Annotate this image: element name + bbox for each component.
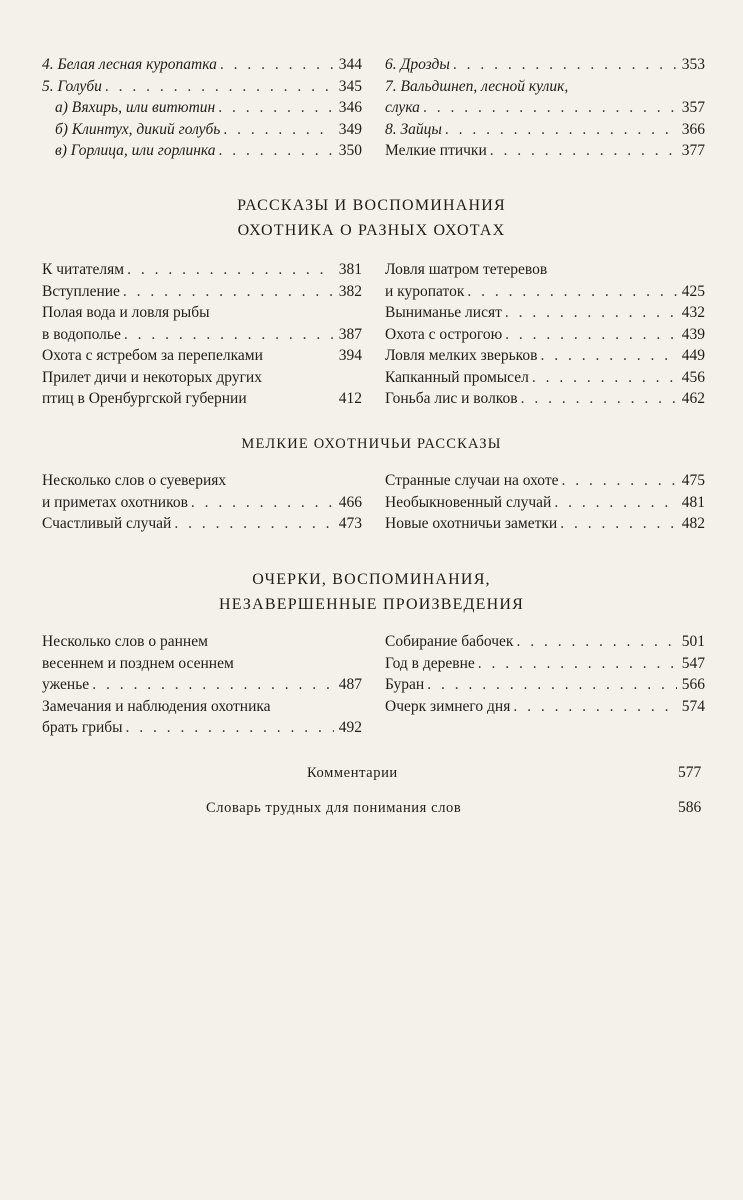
entry-title: Охота с ястребом за перепелками — [42, 347, 263, 364]
toc-entry — [42, 119, 362, 141]
toc-entry — [42, 140, 362, 162]
entry-title: Счастливый случай — [42, 515, 172, 532]
toc-entry — [385, 281, 705, 303]
entry-page: 387 — [338, 325, 362, 343]
toc-entry — [42, 513, 362, 535]
section-heading: РАССКАЗЫ И ВОСПОМИНАНИЯ — [237, 197, 506, 214]
entry-title: уженье — [42, 676, 90, 693]
toc-entry — [385, 259, 705, 281]
top-left-column — [42, 54, 362, 162]
toc-entry — [42, 717, 362, 739]
entry-page: 353 — [681, 56, 705, 73]
entry-page: 357 — [681, 99, 705, 116]
section-heading: ОЧЕРКИ, ВОСПОМИНАНИЯ, — [252, 571, 491, 588]
entry-page: 574 — [681, 697, 705, 715]
comments-page: 577 — [678, 764, 702, 781]
toc-entry — [42, 345, 362, 367]
toc-entry — [42, 492, 362, 514]
entry-page: 382 — [338, 282, 362, 300]
section2-left-column — [42, 470, 362, 535]
section-heading: НЕЗАВЕРШЕННЫЕ ПРОИЗВЕДЕНИЯ — [218, 596, 525, 613]
entry-page: 344 — [338, 56, 362, 73]
entry-page: 473 — [338, 515, 362, 532]
toc-entry — [385, 696, 705, 718]
entry-title: в водополье — [42, 325, 121, 343]
section-heading: ОХОТНИКА О РАЗНЫХ ОХОТАХ — [237, 222, 506, 239]
toc-entry — [385, 653, 705, 675]
entry-page: 432 — [681, 304, 705, 321]
toc-entry — [385, 119, 705, 141]
entry-title: Новые охотничьи заметки — [385, 515, 558, 532]
entry-page: 377 — [681, 142, 705, 159]
toc-entry — [385, 513, 705, 535]
toc-entry — [42, 367, 362, 389]
entry-title: Прилет дичи и некоторых других — [42, 368, 262, 386]
entry-title: Ловля мелких зверьков — [385, 347, 538, 364]
entry-title: Капканный промысел — [385, 368, 529, 386]
toc-entry — [385, 324, 705, 346]
entry-page: 345 — [338, 77, 362, 95]
toc-entry — [385, 302, 705, 324]
section3-left-column — [42, 631, 362, 739]
entry-title: Несколько слов о раннем — [42, 633, 208, 650]
entry-title: Выниманье лисят — [385, 304, 502, 321]
section2-right-column — [385, 470, 705, 535]
entry-title: Буран — [385, 676, 425, 693]
toc-entry — [42, 324, 362, 346]
entry-page: 346 — [338, 99, 362, 116]
entry-page: 501 — [681, 633, 705, 650]
entry-title: Несколько слов о суевериях — [42, 472, 227, 489]
toc-entry — [385, 345, 705, 367]
toc-entry — [42, 674, 362, 696]
entry-page: 466 — [338, 493, 362, 511]
entry-page: 492 — [338, 719, 362, 736]
entry-page: 456 — [681, 368, 705, 386]
entry-title: слука — [385, 99, 420, 116]
toc-entry — [385, 470, 705, 492]
entry-title: Вступление — [42, 282, 120, 300]
toc-entry — [42, 281, 362, 303]
toc-entry — [42, 259, 362, 281]
toc-entry — [42, 76, 362, 98]
toc-entry — [42, 631, 362, 653]
entry-page: 412 — [338, 390, 362, 407]
section1-right-column — [385, 259, 705, 410]
entry-page: 439 — [681, 325, 705, 343]
comments-title: Комментарии — [307, 765, 398, 781]
entry-title: Полая вода и ловля рыбы — [42, 304, 210, 321]
toc-entry — [42, 696, 362, 718]
entry-title: и приметах охотников — [42, 493, 188, 511]
entry-title: 6. Дрозды — [385, 56, 450, 73]
toc-entry — [385, 54, 705, 76]
toc-entry — [385, 76, 705, 98]
entry-page: 482 — [681, 515, 705, 532]
toc-entry — [385, 492, 705, 514]
entry-page: 366 — [681, 120, 705, 138]
entry-title: К читателям — [42, 261, 125, 278]
toc-entry — [385, 140, 705, 162]
section1-left-column — [42, 259, 362, 410]
entry-title: Охота с острогою — [385, 325, 503, 343]
entry-title: Собирание бабочек — [385, 633, 514, 650]
entry-page: 350 — [338, 142, 362, 159]
entry-page: 481 — [681, 493, 705, 511]
entry-title: Замечания и наблюдения охотника — [42, 697, 271, 715]
entry-page: 449 — [681, 347, 705, 364]
entry-page: 487 — [338, 676, 362, 693]
entry-title: 4. Белая лесная куропатка — [42, 56, 217, 73]
toc-entry — [385, 674, 705, 696]
entry-title: Очерк зимнего дня — [385, 697, 511, 715]
entry-title: брать грибы — [42, 719, 123, 736]
entry-title: Странные случаи на охоте — [385, 472, 559, 489]
entry-title: птиц в Оренбургской губернии — [42, 390, 247, 407]
toc-entry — [385, 97, 705, 119]
toc-entry — [385, 631, 705, 653]
entry-title: а) Вяхирь, или витютин — [55, 99, 216, 116]
entry-page: 547 — [681, 654, 705, 672]
entry-page: 349 — [338, 120, 362, 138]
toc-entry — [385, 367, 705, 389]
toc-entry — [42, 54, 362, 76]
toc-entry — [42, 470, 362, 492]
entry-page: 462 — [681, 390, 705, 407]
toc-entry — [42, 97, 362, 119]
entry-title: 7. Вальдшнеп, лесной кулик, — [385, 77, 569, 95]
entry-title: Год в деревне — [385, 654, 475, 672]
entry-title: 8. Зайцы — [385, 120, 442, 138]
entry-page: 425 — [681, 282, 705, 300]
toc-entry — [385, 388, 705, 410]
entry-title: Необыкновенный случай — [385, 493, 552, 511]
entry-title: б) Клинтух, дикий голубь — [55, 120, 221, 138]
entry-page: 381 — [338, 261, 362, 278]
entry-title: и куропаток — [385, 282, 465, 300]
entry-page: 394 — [338, 347, 362, 364]
entry-title: 5. Голуби — [42, 77, 102, 95]
top-right-column — [385, 54, 705, 162]
entry-title: в) Горлица, или горлинка — [55, 142, 216, 159]
toc-entry — [42, 388, 362, 410]
section-heading: МЕЛКИЕ ОХОТНИЧЬИ РАССКАЗЫ — [241, 436, 502, 452]
glossary-title: Словарь трудных для понимания слов — [206, 800, 462, 816]
entry-title: Мелкие птички — [385, 142, 487, 159]
entry-title: весеннем и позднем осеннем — [42, 654, 234, 672]
section3-right-column — [385, 631, 705, 717]
entry-page: 566 — [681, 676, 705, 693]
entry-page: 475 — [681, 472, 705, 489]
entry-title: Ловля шатром тетеревов — [385, 261, 548, 278]
toc-entry — [42, 302, 362, 324]
toc-entry — [42, 653, 362, 675]
entry-title: Гоньба лис и волков — [385, 390, 518, 407]
glossary-page: 586 — [678, 799, 702, 816]
